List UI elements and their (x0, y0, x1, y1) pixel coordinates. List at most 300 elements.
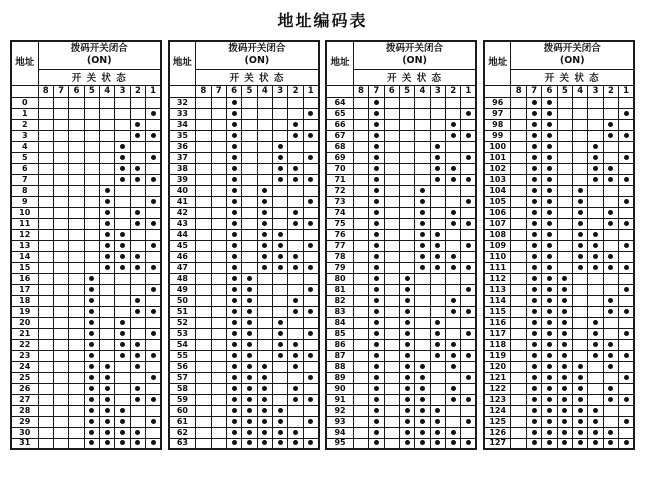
switch-cell-off (146, 427, 161, 438)
switch-cell-off (146, 273, 161, 284)
dot-icon (232, 419, 237, 424)
column-header-2: 2 (288, 85, 303, 97)
switch-cell-off (38, 295, 53, 306)
dot-icon (562, 320, 567, 325)
switch-cell-on (446, 383, 461, 394)
dot-icon (608, 122, 613, 127)
switch-cell-on (399, 273, 414, 284)
switch-cell-off (196, 262, 211, 273)
table-row (169, 207, 319, 218)
dot-icon (547, 342, 552, 347)
switch-cell-on (273, 262, 288, 273)
switch-cell-off (257, 295, 272, 306)
dot-icon (451, 364, 456, 369)
dot-icon (578, 243, 583, 248)
switch-cell-on (226, 141, 241, 152)
dip-switch-on-header (353, 41, 476, 69)
address-cell: 58 (169, 383, 196, 394)
address-cell: 82 (326, 295, 353, 306)
table-row (326, 427, 476, 438)
dot-icon (120, 177, 125, 182)
table-body (169, 97, 319, 449)
dot-icon (532, 309, 537, 314)
address-cell: 34 (169, 119, 196, 130)
column-header-7: 7 (526, 85, 541, 97)
dot-icon (105, 430, 110, 435)
dot-icon (374, 133, 379, 138)
switch-cell-off (196, 383, 211, 394)
column-header-1: 1 (619, 85, 634, 97)
switch-cell-off (100, 295, 115, 306)
switch-cell-off (288, 416, 303, 427)
switch-cell-off (84, 119, 99, 130)
switch-cell-on (399, 328, 414, 339)
dot-icon (135, 386, 140, 391)
header-row-digits (484, 85, 634, 97)
switch-cell-on (146, 416, 161, 427)
switch-cell-on (446, 251, 461, 262)
table-row (11, 416, 161, 427)
dot-icon (105, 188, 110, 193)
switch-cell-off (196, 438, 211, 449)
switch-cell-on (273, 174, 288, 185)
switch-cell-off (446, 97, 461, 108)
switch-cell-off (353, 119, 368, 130)
switch-cell-on (588, 416, 603, 427)
switch-cell-off (115, 108, 130, 119)
table-row (169, 229, 319, 240)
dot-icon (593, 320, 598, 325)
switch-cell-off (353, 251, 368, 262)
switch-cell-off (196, 207, 211, 218)
dot-icon (562, 408, 567, 413)
dot-icon (247, 440, 252, 445)
switch-cell-off (288, 141, 303, 152)
switch-cell-off (288, 196, 303, 207)
dot-icon (547, 122, 552, 127)
switch-cell-off (603, 141, 618, 152)
dot-icon (608, 430, 613, 435)
column-header-1: 1 (146, 85, 161, 97)
switch-cell-off (273, 295, 288, 306)
table-row (326, 328, 476, 339)
switch-cell-off (572, 119, 587, 130)
table-row (326, 119, 476, 130)
switch-cell-off (53, 108, 68, 119)
switch-cell-off (211, 284, 226, 295)
switch-cell-off (415, 119, 430, 130)
switch-cell-off (588, 306, 603, 317)
dot-icon (562, 386, 567, 391)
dot-icon (451, 265, 456, 270)
switch-cell-off (384, 97, 399, 108)
switch-cell-off (211, 317, 226, 328)
switch-cell-off (557, 251, 572, 262)
switch-cell-on (369, 119, 384, 130)
switch-cell-off (288, 284, 303, 295)
switch-cell-on (542, 207, 557, 218)
switch-cell-off (353, 262, 368, 273)
switch-cell-on (84, 394, 99, 405)
switch-cell-off (100, 97, 115, 108)
switch-cell-on (226, 394, 241, 405)
switch-cell-on (542, 229, 557, 240)
switch-cell-on (130, 207, 145, 218)
address-cell: 52 (169, 317, 196, 328)
address-cell: 12 (11, 229, 38, 240)
switch-cell-off (38, 405, 53, 416)
switch-cell-off (384, 273, 399, 284)
switch-cell-on (226, 438, 241, 449)
dot-icon (374, 254, 379, 259)
switch-cell-on (115, 350, 130, 361)
table-row (11, 372, 161, 383)
switch-cell-on (572, 427, 587, 438)
switch-cell-on (603, 119, 618, 130)
switch-cell-off (257, 306, 272, 317)
switch-cell-on (130, 163, 145, 174)
switch-cell-off (69, 97, 84, 108)
dot-icon (135, 353, 140, 358)
switch-cell-off (572, 97, 587, 108)
table-row (169, 119, 319, 130)
address-cell: 66 (326, 119, 353, 130)
dot-icon (405, 364, 410, 369)
switch-cell-off (38, 251, 53, 262)
switch-cell-on (542, 262, 557, 273)
dot-icon (532, 276, 537, 281)
switch-cell-off (415, 317, 430, 328)
table-row (484, 240, 634, 251)
switch-cell-off (430, 284, 445, 295)
switch-cell-off (100, 174, 115, 185)
address-cell: 70 (326, 163, 353, 174)
switch-cell-on (130, 350, 145, 361)
table-row (326, 284, 476, 295)
address-cell: 84 (326, 317, 353, 328)
switch-cell-off (603, 317, 618, 328)
switch-cell-off (53, 416, 68, 427)
dot-icon (532, 320, 537, 325)
switch-cell-off (511, 251, 526, 262)
address-cell: 81 (326, 284, 353, 295)
switch-cell-off (303, 141, 318, 152)
dot-icon (232, 408, 237, 413)
dot-icon (374, 177, 379, 182)
switch-cell-on (257, 262, 272, 273)
dot-icon (232, 232, 237, 237)
switch-cell-off (115, 295, 130, 306)
switch-cell-on (288, 438, 303, 449)
switch-cell-on (526, 438, 541, 449)
switch-cell-off (384, 229, 399, 240)
switch-cell-off (38, 141, 53, 152)
switch-cell-off (211, 108, 226, 119)
switch-cell-on (242, 394, 257, 405)
switch-cell-off (53, 185, 68, 196)
switch-cell-off (353, 130, 368, 141)
switch-cell-off (446, 152, 461, 163)
switch-cell-off (196, 328, 211, 339)
switch-cell-on (430, 317, 445, 328)
dot-icon (593, 254, 598, 259)
dot-icon (624, 397, 629, 402)
switch-cell-on (603, 207, 618, 218)
switch-cell-off (384, 339, 399, 350)
address-cell: 124 (484, 405, 511, 416)
switch-cell-on (273, 328, 288, 339)
switch-cell-off (69, 295, 84, 306)
table-row (11, 163, 161, 174)
switch-cell-off (242, 218, 257, 229)
dot-icon (578, 419, 583, 424)
switch-cell-on (526, 372, 541, 383)
switch-cell-on (542, 405, 557, 416)
switch-cell-off (38, 108, 53, 119)
switch-cell-off (196, 218, 211, 229)
switch-cell-off (84, 152, 99, 163)
address-cell: 67 (326, 130, 353, 141)
dot-icon (308, 440, 313, 445)
switch-cell-on (399, 350, 414, 361)
dot-icon (89, 276, 94, 281)
switch-cell-off (353, 306, 368, 317)
switch-cell-off (53, 163, 68, 174)
switch-cell-on (461, 372, 476, 383)
switch-cell-on (257, 416, 272, 427)
address-cell: 74 (326, 207, 353, 218)
table-row (484, 328, 634, 339)
dot-icon (89, 287, 94, 292)
dot-icon (532, 386, 537, 391)
switch-cell-off (196, 240, 211, 251)
switch-cell-off (84, 262, 99, 273)
switch-cell-on (603, 130, 618, 141)
switch-cell-on (115, 152, 130, 163)
switch-cell-on (542, 350, 557, 361)
switch-cell-off (572, 295, 587, 306)
switch-cell-on (526, 251, 541, 262)
dot-icon (578, 232, 583, 237)
table-row (169, 394, 319, 405)
switch-cell-off (603, 284, 618, 295)
switch-cell-off (69, 306, 84, 317)
switch-cell-off (303, 427, 318, 438)
switch-cell-off (53, 284, 68, 295)
switch-cell-off (130, 152, 145, 163)
switch-cell-on (399, 416, 414, 427)
switch-cell-off (69, 339, 84, 350)
switch-cell-off (461, 207, 476, 218)
dot-icon (262, 419, 267, 424)
dot-icon (547, 199, 552, 204)
switch-cell-on (303, 218, 318, 229)
switch-cell-on (115, 240, 130, 251)
switch-cell-off (603, 185, 618, 196)
switch-cell-off (38, 207, 53, 218)
dot-icon (135, 440, 140, 445)
dot-icon (405, 386, 410, 391)
switch-cell-off (384, 372, 399, 383)
dot-icon (135, 397, 140, 402)
address-cell: 116 (484, 317, 511, 328)
dot-icon (547, 397, 552, 402)
switch-cell-off (273, 97, 288, 108)
switch-cell-on (399, 295, 414, 306)
switch-cell-off (130, 240, 145, 251)
switch-cell-off (211, 339, 226, 350)
switch-cell-off (353, 163, 368, 174)
table-row (169, 108, 319, 119)
dot-icon (374, 232, 379, 237)
switch-cell-on (100, 427, 115, 438)
dot-icon (547, 133, 552, 138)
column-header-3: 3 (588, 85, 603, 97)
switch-cell-on (461, 306, 476, 317)
switch-cell-off (211, 372, 226, 383)
page-title: 地址编码表 (277, 11, 368, 30)
dot-icon (135, 265, 140, 270)
switch-cell-on (303, 262, 318, 273)
switch-cell-on (557, 405, 572, 416)
switch-cell-off (353, 427, 368, 438)
dot-icon (278, 144, 283, 149)
switch-cell-off (273, 361, 288, 372)
switch-cell-off (619, 163, 634, 174)
switch-cell-off (196, 97, 211, 108)
switch-cell-off (38, 152, 53, 163)
dot-icon (278, 166, 283, 171)
switch-cell-off (69, 262, 84, 273)
switch-cell-on (369, 240, 384, 251)
address-cell: 3 (11, 130, 38, 141)
switch-cell-on (369, 97, 384, 108)
dot-icon (593, 419, 598, 424)
dip-switch-on-header (196, 41, 319, 69)
switch-cell-on (526, 240, 541, 251)
address-column-header: 地址 (484, 41, 511, 85)
switch-cell-off (38, 218, 53, 229)
switch-cell-on (288, 119, 303, 130)
dot-icon (562, 298, 567, 303)
switch-cell-on (619, 218, 634, 229)
dot-icon (435, 232, 440, 237)
switch-cell-off (353, 350, 368, 361)
dot-icon (435, 166, 440, 171)
address-cell: 127 (484, 438, 511, 449)
switch-cell-off (303, 295, 318, 306)
switch-cell-off (100, 328, 115, 339)
switch-cell-on (461, 174, 476, 185)
switch-cell-on (572, 218, 587, 229)
switch-cell-off (461, 317, 476, 328)
blank-corner-cell (484, 85, 511, 97)
dot-icon (435, 419, 440, 424)
dot-icon (624, 177, 629, 182)
switch-cell-off (619, 317, 634, 328)
dot-icon (374, 298, 379, 303)
dot-icon (278, 331, 283, 336)
switch-cell-off (588, 218, 603, 229)
dot-icon (547, 166, 552, 171)
dip-switch-on-line1: 拨码开关闭合 (386, 42, 444, 54)
switch-cell-off (273, 218, 288, 229)
dot-icon (308, 331, 313, 336)
switch-cell-off (353, 108, 368, 119)
switch-cell-on (572, 229, 587, 240)
address-cell: 62 (169, 427, 196, 438)
dot-icon (547, 155, 552, 160)
dot-icon (420, 408, 425, 413)
switch-cell-off (273, 372, 288, 383)
switch-cell-on (257, 427, 272, 438)
dot-icon (105, 440, 110, 445)
switch-cell-on (273, 339, 288, 350)
address-cell: 14 (11, 251, 38, 262)
switch-cell-off (446, 317, 461, 328)
dip-switch-on-header (38, 41, 161, 69)
dot-icon (247, 331, 252, 336)
switch-cell-off (353, 141, 368, 152)
switch-cell-on (303, 306, 318, 317)
dot-icon (232, 155, 237, 160)
dot-icon (608, 353, 613, 358)
switch-cell-on (603, 383, 618, 394)
column-header-5: 5 (242, 85, 257, 97)
table-row (326, 130, 476, 141)
dot-icon (232, 199, 237, 204)
switch-cell-on (130, 218, 145, 229)
table-row (169, 284, 319, 295)
switch-cell-off (353, 207, 368, 218)
switch-cell-on (542, 383, 557, 394)
table-row (326, 163, 476, 174)
address-cell: 115 (484, 306, 511, 317)
dot-icon (232, 254, 237, 259)
switch-cell-off (115, 361, 130, 372)
dot-icon (105, 210, 110, 215)
switch-cell-on (257, 438, 272, 449)
table-row (169, 174, 319, 185)
switch-cell-on (399, 372, 414, 383)
table-row (11, 317, 161, 328)
dot-icon (532, 166, 537, 171)
dot-icon (89, 353, 94, 358)
dot-icon (435, 254, 440, 259)
header-row-on (11, 41, 161, 69)
table-row (484, 141, 634, 152)
dot-icon (293, 265, 298, 270)
switch-cell-on (242, 427, 257, 438)
switch-cell-off (619, 427, 634, 438)
switch-cell-on (288, 394, 303, 405)
switch-cell-off (588, 361, 603, 372)
switch-cell-on (461, 438, 476, 449)
switch-cell-off (511, 284, 526, 295)
switch-cell-on (446, 262, 461, 273)
dot-icon (608, 166, 613, 171)
switch-cell-on (100, 229, 115, 240)
dot-icon (374, 331, 379, 336)
dot-icon (578, 386, 583, 391)
switch-cell-off (288, 185, 303, 196)
switch-state-header: 开 关 状 态 (353, 69, 476, 85)
switch-cell-on (572, 251, 587, 262)
switch-cell-off (353, 295, 368, 306)
dot-icon (105, 243, 110, 248)
address-cell: 16 (11, 273, 38, 284)
switch-cell-off (196, 130, 211, 141)
